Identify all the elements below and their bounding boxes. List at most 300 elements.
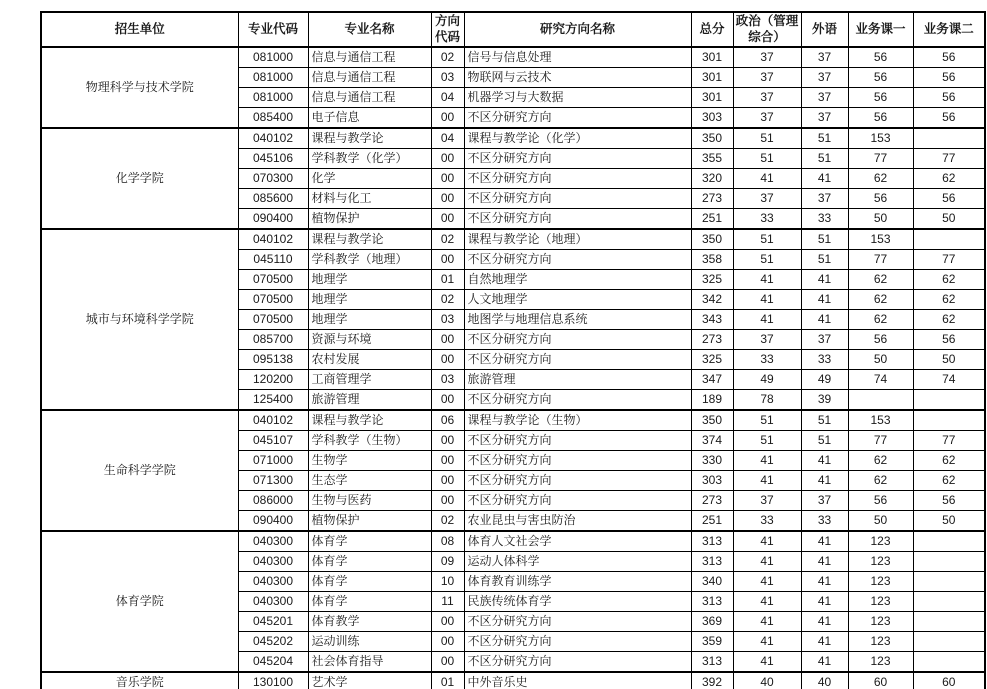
course2-score-cell: 56 (913, 68, 985, 88)
total-score-cell: 303 (691, 108, 733, 129)
major-name-cell: 体育学 (308, 592, 431, 612)
major-code-cell: 045204 (238, 652, 308, 673)
column-header: 专业代码 (238, 12, 308, 47)
research-direction-cell: 不区分研究方向 (464, 209, 691, 230)
total-score-cell: 350 (691, 410, 733, 431)
major-name-cell: 艺术学 (308, 672, 431, 689)
course1-score-cell: 62 (848, 471, 913, 491)
course2-score-cell: 62 (913, 451, 985, 471)
politics-score-cell: 37 (733, 330, 801, 350)
total-score-cell: 358 (691, 250, 733, 270)
total-score-cell: 273 (691, 189, 733, 209)
course1-score-cell: 77 (848, 250, 913, 270)
table-row (41, 128, 985, 149)
major-code-cell: 040300 (238, 531, 308, 552)
course1-score-cell: 123 (848, 612, 913, 632)
course2-score-cell: 56 (913, 88, 985, 108)
total-score-cell: 301 (691, 68, 733, 88)
foreign-language-score-cell: 41 (801, 632, 848, 652)
direction-code-cell: 00 (431, 471, 464, 491)
major-code-cell: 045106 (238, 149, 308, 169)
major-name-cell: 学科教学（化学） (308, 149, 431, 169)
course2-score-cell: 62 (913, 270, 985, 290)
course2-score-cell: 62 (913, 290, 985, 310)
major-name-cell: 学科教学（地理） (308, 250, 431, 270)
major-code-cell: 070300 (238, 169, 308, 189)
course2-score-cell: 62 (913, 471, 985, 491)
direction-code-cell: 00 (431, 330, 464, 350)
total-score-cell: 251 (691, 209, 733, 230)
research-direction-cell: 不区分研究方向 (464, 330, 691, 350)
course2-score-cell: 56 (913, 491, 985, 511)
politics-score-cell: 33 (733, 209, 801, 230)
direction-code-cell: 00 (431, 189, 464, 209)
politics-score-cell: 41 (733, 471, 801, 491)
politics-score-cell: 51 (733, 229, 801, 250)
politics-score-cell: 41 (733, 652, 801, 673)
research-direction-cell: 民族传统体育学 (464, 592, 691, 612)
major-name-cell: 体育学 (308, 572, 431, 592)
major-name-cell: 信息与通信工程 (308, 47, 431, 68)
direction-code-cell: 01 (431, 672, 464, 689)
total-score-cell: 374 (691, 431, 733, 451)
course2-score-cell: 56 (913, 330, 985, 350)
total-score-cell: 347 (691, 370, 733, 390)
table-row (41, 47, 985, 68)
direction-code-cell: 02 (431, 47, 464, 68)
course1-score-cell: 123 (848, 572, 913, 592)
total-score-cell: 342 (691, 290, 733, 310)
course1-score-cell: 123 (848, 632, 913, 652)
foreign-language-score-cell: 41 (801, 169, 848, 189)
course2-score-cell (913, 572, 985, 592)
total-score-cell: 303 (691, 471, 733, 491)
research-direction-cell: 机器学习与大数据 (464, 88, 691, 108)
foreign-language-score-cell: 49 (801, 370, 848, 390)
course1-score-cell: 56 (848, 330, 913, 350)
foreign-language-score-cell: 41 (801, 310, 848, 330)
major-name-cell: 电子信息 (308, 108, 431, 129)
course2-score-cell (913, 632, 985, 652)
politics-score-cell: 49 (733, 370, 801, 390)
direction-code-cell: 09 (431, 552, 464, 572)
foreign-language-score-cell: 41 (801, 652, 848, 673)
major-code-cell: 040102 (238, 128, 308, 149)
foreign-language-score-cell: 51 (801, 431, 848, 451)
major-name-cell: 植物保护 (308, 511, 431, 532)
foreign-language-score-cell: 37 (801, 68, 848, 88)
foreign-language-score-cell: 41 (801, 270, 848, 290)
major-name-cell: 地理学 (308, 310, 431, 330)
major-code-cell: 130100 (238, 672, 308, 689)
major-name-cell: 课程与教学论 (308, 410, 431, 431)
research-direction-cell: 物联网与云技术 (464, 68, 691, 88)
direction-code-cell: 00 (431, 612, 464, 632)
major-code-cell: 045201 (238, 612, 308, 632)
course2-score-cell (913, 390, 985, 411)
foreign-language-score-cell: 51 (801, 128, 848, 149)
major-code-cell: 090400 (238, 511, 308, 532)
total-score-cell: 359 (691, 632, 733, 652)
direction-code-cell: 00 (431, 451, 464, 471)
course1-score-cell: 123 (848, 592, 913, 612)
course1-score-cell: 62 (848, 310, 913, 330)
politics-score-cell: 41 (733, 552, 801, 572)
research-direction-cell: 不区分研究方向 (464, 491, 691, 511)
course1-score-cell: 123 (848, 552, 913, 572)
research-direction-cell: 体育人文社会学 (464, 531, 691, 552)
foreign-language-score-cell: 37 (801, 189, 848, 209)
research-direction-cell: 中外音乐史 (464, 672, 691, 689)
course2-score-cell: 60 (913, 672, 985, 689)
politics-score-cell: 37 (733, 88, 801, 108)
total-score-cell: 392 (691, 672, 733, 689)
direction-code-cell: 00 (431, 350, 464, 370)
direction-code-cell: 11 (431, 592, 464, 612)
major-name-cell: 课程与教学论 (308, 229, 431, 250)
research-direction-cell: 不区分研究方向 (464, 149, 691, 169)
column-header: 方向代码 (431, 12, 464, 47)
foreign-language-score-cell: 51 (801, 149, 848, 169)
foreign-language-score-cell: 41 (801, 531, 848, 552)
course2-score-cell: 77 (913, 149, 985, 169)
research-direction-cell: 不区分研究方向 (464, 189, 691, 209)
major-name-cell: 生物学 (308, 451, 431, 471)
foreign-language-score-cell: 41 (801, 612, 848, 632)
major-code-cell: 070500 (238, 290, 308, 310)
total-score-cell: 313 (691, 552, 733, 572)
course1-score-cell: 56 (848, 491, 913, 511)
course1-score-cell: 56 (848, 88, 913, 108)
direction-code-cell: 04 (431, 88, 464, 108)
course1-score-cell: 56 (848, 47, 913, 68)
major-code-cell: 040102 (238, 410, 308, 431)
course2-score-cell: 56 (913, 47, 985, 68)
total-score-cell: 313 (691, 592, 733, 612)
politics-score-cell: 37 (733, 47, 801, 68)
research-direction-cell: 自然地理学 (464, 270, 691, 290)
column-header: 招生单位 (41, 12, 238, 47)
research-direction-cell: 不区分研究方向 (464, 652, 691, 673)
research-direction-cell: 地图学与地理信息系统 (464, 310, 691, 330)
direction-code-cell: 00 (431, 209, 464, 230)
politics-score-cell: 41 (733, 632, 801, 652)
major-code-cell: 085700 (238, 330, 308, 350)
course2-score-cell (913, 552, 985, 572)
direction-code-cell: 08 (431, 531, 464, 552)
major-code-cell: 085600 (238, 189, 308, 209)
major-name-cell: 地理学 (308, 270, 431, 290)
foreign-language-score-cell: 41 (801, 471, 848, 491)
college-cell: 音乐学院 (41, 672, 238, 689)
course2-score-cell (913, 652, 985, 673)
major-code-cell: 081000 (238, 47, 308, 68)
foreign-language-score-cell: 51 (801, 250, 848, 270)
course2-score-cell: 56 (913, 108, 985, 129)
research-direction-cell: 不区分研究方向 (464, 169, 691, 189)
course1-score-cell: 56 (848, 189, 913, 209)
major-name-cell: 体育教学 (308, 612, 431, 632)
direction-code-cell: 02 (431, 229, 464, 250)
direction-code-cell: 03 (431, 310, 464, 330)
major-name-cell: 信息与通信工程 (308, 68, 431, 88)
direction-code-cell: 00 (431, 390, 464, 411)
research-direction-cell: 不区分研究方向 (464, 350, 691, 370)
course1-score-cell: 74 (848, 370, 913, 390)
major-name-cell: 生态学 (308, 471, 431, 491)
major-name-cell: 材料与化工 (308, 189, 431, 209)
foreign-language-score-cell: 40 (801, 672, 848, 689)
table-row (41, 672, 985, 689)
table-row (41, 531, 985, 552)
research-direction-cell: 不区分研究方向 (464, 390, 691, 411)
major-name-cell: 旅游管理 (308, 390, 431, 411)
total-score-cell: 330 (691, 451, 733, 471)
course2-score-cell: 77 (913, 431, 985, 451)
major-name-cell: 生物与医药 (308, 491, 431, 511)
foreign-language-score-cell: 37 (801, 47, 848, 68)
column-header: 总分 (691, 12, 733, 47)
politics-score-cell: 51 (733, 410, 801, 431)
major-code-cell: 040300 (238, 572, 308, 592)
major-code-cell: 095138 (238, 350, 308, 370)
research-direction-cell: 体育教育训练学 (464, 572, 691, 592)
politics-score-cell: 51 (733, 128, 801, 149)
course2-score-cell: 62 (913, 310, 985, 330)
politics-score-cell: 37 (733, 108, 801, 129)
research-direction-cell: 人文地理学 (464, 290, 691, 310)
course2-score-cell (913, 531, 985, 552)
column-header: 政治（管理综合） (733, 12, 801, 47)
course2-score-cell: 50 (913, 209, 985, 230)
politics-score-cell: 51 (733, 250, 801, 270)
direction-code-cell: 04 (431, 128, 464, 149)
direction-code-cell: 02 (431, 511, 464, 532)
major-code-cell: 086000 (238, 491, 308, 511)
direction-code-cell: 00 (431, 250, 464, 270)
major-name-cell: 社会体育指导 (308, 652, 431, 673)
total-score-cell: 301 (691, 88, 733, 108)
major-name-cell: 化学 (308, 169, 431, 189)
college-cell: 化学学院 (41, 128, 238, 229)
course2-score-cell: 50 (913, 350, 985, 370)
course2-score-cell (913, 128, 985, 149)
total-score-cell: 355 (691, 149, 733, 169)
course1-score-cell: 153 (848, 128, 913, 149)
table-body (41, 47, 985, 689)
major-code-cell: 081000 (238, 68, 308, 88)
column-header: 外语 (801, 12, 848, 47)
research-direction-cell: 不区分研究方向 (464, 250, 691, 270)
course2-score-cell (913, 229, 985, 250)
major-code-cell: 045107 (238, 431, 308, 451)
total-score-cell: 189 (691, 390, 733, 411)
column-header: 专业名称 (308, 12, 431, 47)
major-name-cell: 农村发展 (308, 350, 431, 370)
major-code-cell: 085400 (238, 108, 308, 129)
research-direction-cell: 不区分研究方向 (464, 431, 691, 451)
course1-score-cell: 50 (848, 209, 913, 230)
research-direction-cell: 旅游管理 (464, 370, 691, 390)
major-code-cell: 040300 (238, 592, 308, 612)
foreign-language-score-cell: 33 (801, 209, 848, 230)
major-name-cell: 课程与教学论 (308, 128, 431, 149)
politics-score-cell: 51 (733, 149, 801, 169)
direction-code-cell: 00 (431, 149, 464, 169)
politics-score-cell: 41 (733, 572, 801, 592)
course1-score-cell: 62 (848, 451, 913, 471)
foreign-language-score-cell: 37 (801, 491, 848, 511)
course1-score-cell: 50 (848, 511, 913, 532)
column-header: 业务课一 (848, 12, 913, 47)
header-row (41, 12, 985, 47)
total-score-cell: 350 (691, 229, 733, 250)
course2-score-cell: 56 (913, 189, 985, 209)
foreign-language-score-cell: 41 (801, 572, 848, 592)
politics-score-cell: 41 (733, 531, 801, 552)
college-cell: 生命科学学院 (41, 410, 238, 531)
research-direction-cell: 运动人体科学 (464, 552, 691, 572)
politics-score-cell: 40 (733, 672, 801, 689)
table-row (41, 229, 985, 250)
major-name-cell: 运动训练 (308, 632, 431, 652)
course2-score-cell: 74 (913, 370, 985, 390)
course2-score-cell: 77 (913, 250, 985, 270)
research-direction-cell: 不区分研究方向 (464, 451, 691, 471)
foreign-language-score-cell: 41 (801, 592, 848, 612)
course2-score-cell (913, 592, 985, 612)
politics-score-cell: 33 (733, 350, 801, 370)
major-code-cell: 040102 (238, 229, 308, 250)
foreign-language-score-cell: 37 (801, 330, 848, 350)
research-direction-cell: 课程与教学论（地理） (464, 229, 691, 250)
major-code-cell: 120200 (238, 370, 308, 390)
table-header (41, 12, 985, 47)
research-direction-cell: 信号与信息处理 (464, 47, 691, 68)
major-code-cell: 070500 (238, 270, 308, 290)
foreign-language-score-cell: 37 (801, 88, 848, 108)
major-name-cell: 工商管理学 (308, 370, 431, 390)
total-score-cell: 273 (691, 491, 733, 511)
research-direction-cell: 不区分研究方向 (464, 632, 691, 652)
major-name-cell: 学科教学（生物） (308, 431, 431, 451)
direction-code-cell: 00 (431, 652, 464, 673)
politics-score-cell: 41 (733, 310, 801, 330)
direction-code-cell: 00 (431, 431, 464, 451)
politics-score-cell: 41 (733, 451, 801, 471)
college-cell: 城市与环境科学学院 (41, 229, 238, 410)
course1-score-cell: 77 (848, 149, 913, 169)
table-row (41, 410, 985, 431)
direction-code-cell: 00 (431, 491, 464, 511)
total-score-cell: 301 (691, 47, 733, 68)
foreign-language-score-cell: 39 (801, 390, 848, 411)
total-score-cell: 313 (691, 531, 733, 552)
research-direction-cell: 不区分研究方向 (464, 612, 691, 632)
direction-code-cell: 10 (431, 572, 464, 592)
course1-score-cell: 123 (848, 652, 913, 673)
foreign-language-score-cell: 33 (801, 350, 848, 370)
total-score-cell: 325 (691, 270, 733, 290)
course1-score-cell (848, 390, 913, 411)
college-cell: 体育学院 (41, 531, 238, 672)
total-score-cell: 340 (691, 572, 733, 592)
course1-score-cell: 153 (848, 229, 913, 250)
course1-score-cell: 123 (848, 531, 913, 552)
major-code-cell: 071300 (238, 471, 308, 491)
politics-score-cell: 37 (733, 68, 801, 88)
major-name-cell: 资源与环境 (308, 330, 431, 350)
politics-score-cell: 78 (733, 390, 801, 411)
total-score-cell: 313 (691, 652, 733, 673)
direction-code-cell: 00 (431, 632, 464, 652)
direction-code-cell: 06 (431, 410, 464, 431)
course2-score-cell: 50 (913, 511, 985, 532)
politics-score-cell: 41 (733, 169, 801, 189)
course1-score-cell: 153 (848, 410, 913, 431)
foreign-language-score-cell: 41 (801, 451, 848, 471)
course1-score-cell: 62 (848, 270, 913, 290)
politics-score-cell: 41 (733, 290, 801, 310)
course1-score-cell: 60 (848, 672, 913, 689)
direction-code-cell: 00 (431, 108, 464, 129)
major-name-cell: 体育学 (308, 531, 431, 552)
column-header: 业务课二 (913, 12, 985, 47)
total-score-cell: 343 (691, 310, 733, 330)
foreign-language-score-cell: 51 (801, 229, 848, 250)
direction-code-cell: 03 (431, 68, 464, 88)
politics-score-cell: 37 (733, 189, 801, 209)
major-name-cell: 植物保护 (308, 209, 431, 230)
research-direction-cell: 课程与教学论（生物） (464, 410, 691, 431)
total-score-cell: 369 (691, 612, 733, 632)
total-score-cell: 350 (691, 128, 733, 149)
foreign-language-score-cell: 51 (801, 410, 848, 431)
research-direction-cell: 课程与教学论（化学） (464, 128, 691, 149)
course1-score-cell: 50 (848, 350, 913, 370)
research-direction-cell: 不区分研究方向 (464, 471, 691, 491)
course2-score-cell (913, 612, 985, 632)
course1-score-cell: 77 (848, 431, 913, 451)
politics-score-cell: 51 (733, 431, 801, 451)
politics-score-cell: 41 (733, 592, 801, 612)
politics-score-cell: 37 (733, 491, 801, 511)
course2-score-cell (913, 410, 985, 431)
course1-score-cell: 62 (848, 169, 913, 189)
politics-score-cell: 41 (733, 270, 801, 290)
total-score-cell: 325 (691, 350, 733, 370)
total-score-cell: 320 (691, 169, 733, 189)
major-code-cell: 045110 (238, 250, 308, 270)
major-name-cell: 体育学 (308, 552, 431, 572)
scores-table (40, 11, 986, 689)
foreign-language-score-cell: 37 (801, 108, 848, 129)
total-score-cell: 273 (691, 330, 733, 350)
major-name-cell: 信息与通信工程 (308, 88, 431, 108)
course1-score-cell: 56 (848, 68, 913, 88)
course1-score-cell: 56 (848, 108, 913, 129)
course1-score-cell: 62 (848, 290, 913, 310)
major-name-cell: 地理学 (308, 290, 431, 310)
foreign-language-score-cell: 41 (801, 290, 848, 310)
direction-code-cell: 03 (431, 370, 464, 390)
major-code-cell: 125400 (238, 390, 308, 411)
foreign-language-score-cell: 33 (801, 511, 848, 532)
college-cell: 物理科学与技术学院 (41, 47, 238, 128)
major-code-cell: 070500 (238, 310, 308, 330)
politics-score-cell: 33 (733, 511, 801, 532)
direction-code-cell: 00 (431, 169, 464, 189)
